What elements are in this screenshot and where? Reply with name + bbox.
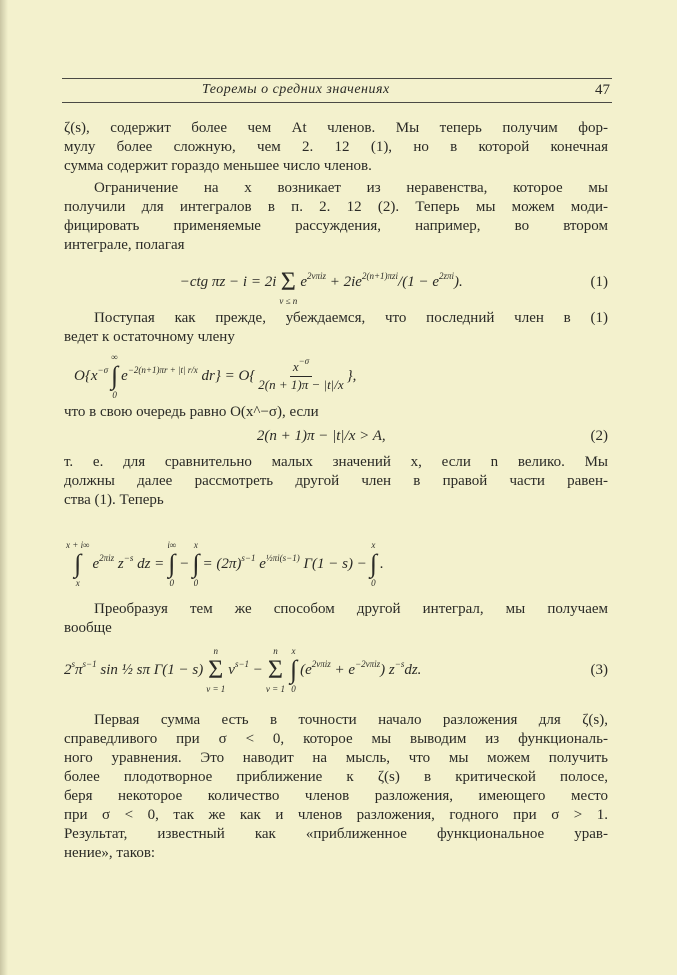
running-header [62,82,612,100]
eq-text: − [179,555,190,572]
integral-upper-limit: x [193,540,198,550]
text-line: ного уравнения. Это наводит на мысль, что мы можем получить [64,750,608,766]
equation-remainder [64,352,608,400]
equation-1 [64,258,608,306]
integral-lower-limit: 0 [169,578,175,588]
text-line: ведет к остаточному члену [64,329,235,345]
equation-label: (3) [590,661,608,678]
integral-operator [111,352,118,400]
text-line: фицировать применяемые рассуждения, например, во втором [64,218,608,234]
text-line: получили для интегралов в п. 2. 12 (2). Теперь мы можем моди- [64,199,608,215]
integral-upper-limit: x [371,540,376,550]
text-line: Поступая как прежде, убеждаемся, что последний член в (1) [94,310,608,326]
integral-operator [370,540,377,588]
integral-icon: ∫ [289,655,298,684]
text-line: Первая сумма есть в точности начало разложения для ζ(s), [94,712,608,728]
page-edge [0,0,8,975]
sum-operator [206,646,225,694]
equation-remainder-body [64,352,608,400]
integral-operator [290,646,297,694]
text-line: т. е. для сравнительно малых значений x, если n велико. Мы [64,454,608,470]
integral-lower-limit: 0 [193,578,199,588]
integral-lower-limit: 0 [371,578,376,588]
sum-upper-limit: n [213,646,218,656]
integral-upper-limit: x [291,646,296,656]
equation-2 [64,428,608,445]
fraction-denominator: 2(n + 1)π − |t|/x [258,376,344,392]
integral-operator [167,540,176,588]
equation-integral [64,540,608,588]
equation-label: (1) [590,273,608,290]
equation-3-body [64,646,579,694]
integral-icon: ∫ [369,549,377,578]
page-number: 47 [595,82,610,98]
integral-icon: ∫ [192,549,200,578]
text-line: что в свою очередь равно O(x^−σ), если [64,404,319,420]
integral-icon: ∫ [168,549,176,578]
eq-text: $(e^{2\nu\pi iz} + e^{-2\nu\pi iz})$ $z^{-s}dz$. [300,658,422,678]
sum-lower-limit: ν = 1 [265,684,285,694]
eq-text: . [379,555,384,572]
text-line: ζ(s), содержит более чем At членов. Мы теперь получим фор- [64,120,608,136]
fraction [258,355,344,393]
text-line: Преобразуя тем же способом другой интеграл, мы получаем [94,601,608,617]
integral-lower-limit: 0 [291,684,296,694]
integral-lower-limit: 0 [112,390,117,400]
text-line: беря некоторое количество членов разложения, имеющего место [64,788,608,804]
integral-upper-limit: i∞ [167,540,177,550]
text-line: интеграле, полагая [64,237,185,253]
text-line: Результат, известный как «приближенное функциональное урав- [64,826,608,842]
sigma-icon: Σ [208,655,224,684]
integral-upper-limit: ∞ [111,352,118,362]
text-line: вообще [64,620,112,636]
sum-upper-limit: n [273,646,278,656]
text-line: мулу более сложную, чем 2. 12 (1), но в которой конечная [64,139,608,155]
integral-icon: ∫ [111,361,119,390]
equation-integral-body [64,540,608,588]
eq-text: 2(n + 1)π − |t|/x > A, [256,428,386,444]
equation-1-body [64,258,579,306]
text-line: должны далее рассмотреть другой член в правой части равен- [64,473,608,489]
eq-text: $2^s\pi^{s-1}$ sin ½ sπ Γ(1 − s) [64,658,204,678]
eq-text: }, [346,367,357,384]
integral-upper-limit: x + i∞ [66,540,90,550]
text-line: сумма содержит гораздо меньшее число членов. [64,158,372,174]
header-title: Теоремы о средних значениях [202,82,390,97]
text-line: более плодотворное приближение к ζ(s) в критической полосе, [64,769,608,785]
top-rule [62,78,612,79]
eq-text: $e^{2\nu\pi iz} + 2ie^{2(n+1)\pi zi}/(1 - e^{2z\pi i})$. [300,270,463,290]
sigma-icon: Σ [267,655,284,684]
eq-text: $\nu^{s-1}$ − [228,658,263,678]
sum-operator [266,646,285,694]
text-line: Ограничение на x возникает из неравенства, которое мы [94,180,608,196]
text-line: ства (1). Теперь [64,492,164,508]
eq-text: −ctg πz − i = 2i [179,273,277,290]
eq-text: $O\{x^{-\sigma}$ [74,364,109,384]
equation-3 [64,646,608,694]
integral-operator [192,540,199,588]
integral-lower-limit: x [75,578,80,588]
sum-lower-limit: ν ≤ n [279,296,298,306]
eq-text: = $(2\pi)^{s-1}$ $e^{\frac{1}{2}\pi i(s-1)}$ Γ(1 − s) − [202,552,367,572]
text-line: справедливого при σ < 0, которое мы выводим из функциональ- [64,731,608,747]
header-rule [62,102,612,103]
text-line: при σ < 0, так же как и членов разложения, годного при σ > 1. [64,807,608,823]
sum-lower-limit: ν = 1 [206,684,226,694]
sum-operator [279,258,297,306]
integral-icon: ∫ [74,549,82,578]
integral-operator [66,540,89,588]
equation-label: (2) [590,428,608,444]
sigma-icon: Σ [280,267,296,296]
eq-text: $e^{2\pi iz}$ $z^{-s}$ dz = [92,552,165,572]
fraction-numerator: $x^{-\sigma}$ [290,360,312,377]
eq-text: $e^{-2(n+1)\pi r + |t| r/x}$ dr} = O{ [121,364,256,384]
text-line: нение», таков: [64,845,156,861]
